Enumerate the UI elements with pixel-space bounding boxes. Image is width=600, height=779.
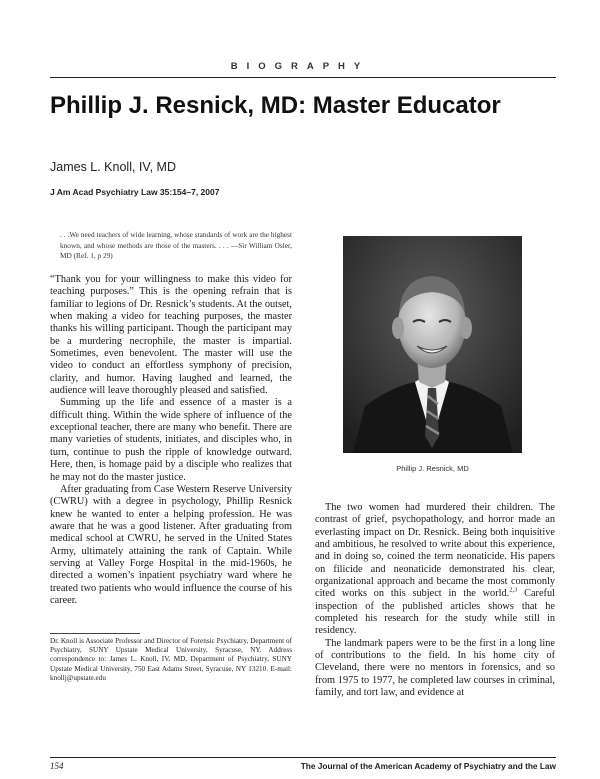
author-name: James L. Knoll, IV, MD [50,160,176,174]
author-footnote: Dr. Knoll is Associate Professor and Director of Forensic Psychiatry, Department of Psychiatry, SUNY Upstate Medical University, Syracuse, NY. Address correspondence to: James L. Knoll, IV, MD, Department of Psychiatry, SUNY Upstate Medical University, 750 East Adams Street, Syracuse, NY 13210. E-mail: knollj@upstate.edu [50,637,292,682]
body-paragraph: “Thank you for your willingness to make this video for teaching purposes.” This is the opening refrain that is familiar to legions of Dr. Resnick’s students. At the outset, when making a video for teaching purposes, the master thanks his willing participant. Though the participant may be a murdering necrophile, the master is impartial. Sometimes, even benevolent. The master will use the video to conduct an effortless symphony of precision, clarity, and humor. Having laughed and learned, the audience will leave thoroughly pleased and satisfied. [50,274,292,397]
right-column [315,502,555,700]
article-title: Phillip J. Resnick, MD: Master Educator [50,92,501,119]
footnote-rule [50,633,140,634]
section-label: BIOGRAPHY [230,61,370,72]
footer-rule [50,757,556,758]
page-number: 154 [50,761,64,771]
epigraph: . . .We need teachers of wide learning, whose standards of work are the highest known, and whose methods are those of the masters. . . . —Sir William Osler, MD (Ref. 1, p 29) [60,230,292,260]
body-paragraph [315,502,555,638]
body-text: The two women had murdered their children. The contrast of grief, psychopathology, and horror made an everlasting impact on Dr. Resnick. Being both inquisitive and ambitious, he resolved to write about this experience, and in doing so, coined the term neonaticide. His papers on filicide and neonaticide demonstrated his clear, organizational approach and became the most commonly cited works on this subject in the world. [315,502,555,600]
left-column [50,274,292,607]
body-paragraph: After graduating from Case Western Reserve University (CWRU) with a degree in psychology, Phillip Resnick knew he wanted to enter a helping profession. He was aware that he was a good listener. After graduating from medical school at CWRU, he served in the United States Army, ultimately attaining the rank of Captain. While serving at Valley Forge Hospital in the mid-1960s, he directed a women’s inpatient psychiatry ward where he treated two patients who would influence the course of his career. [50,483,292,606]
body-text: Careful inspection of the published articles shows that he completed his research for the study while still in residency. [315,588,555,637]
journal-citation: J Am Acad Psychiatry Law 35:154–7, 2007 [50,187,220,197]
body-paragraph: The landmark papers were to be the first in a long line of contributions to the field. In his home city of Cleveland, there were no mentors in forensics, and so from 1975 to 1977, he completed law courses in criminal, family, and tort law, and evidence at [315,637,555,699]
body-paragraph: Summing up the life and essence of a master is a difficult thing. Within the wide sphere of influence of the exceptional teacher, there are many who benefit. There are many varieties of students, initiates, and disciples who, in turn, continue to push the ripple of knowledge outward. Here, then, is homage paid by a disciple who realizes that he may not do the master justice. [50,397,292,483]
portrait-photo [343,236,522,453]
header-rule [50,77,556,78]
journal-name: The Journal of the American Academy of Psychiatry and the Law [300,761,556,771]
reference-marker: 2,3 [509,586,518,594]
photo-caption: Phillip J. Resnick, MD [396,464,469,473]
